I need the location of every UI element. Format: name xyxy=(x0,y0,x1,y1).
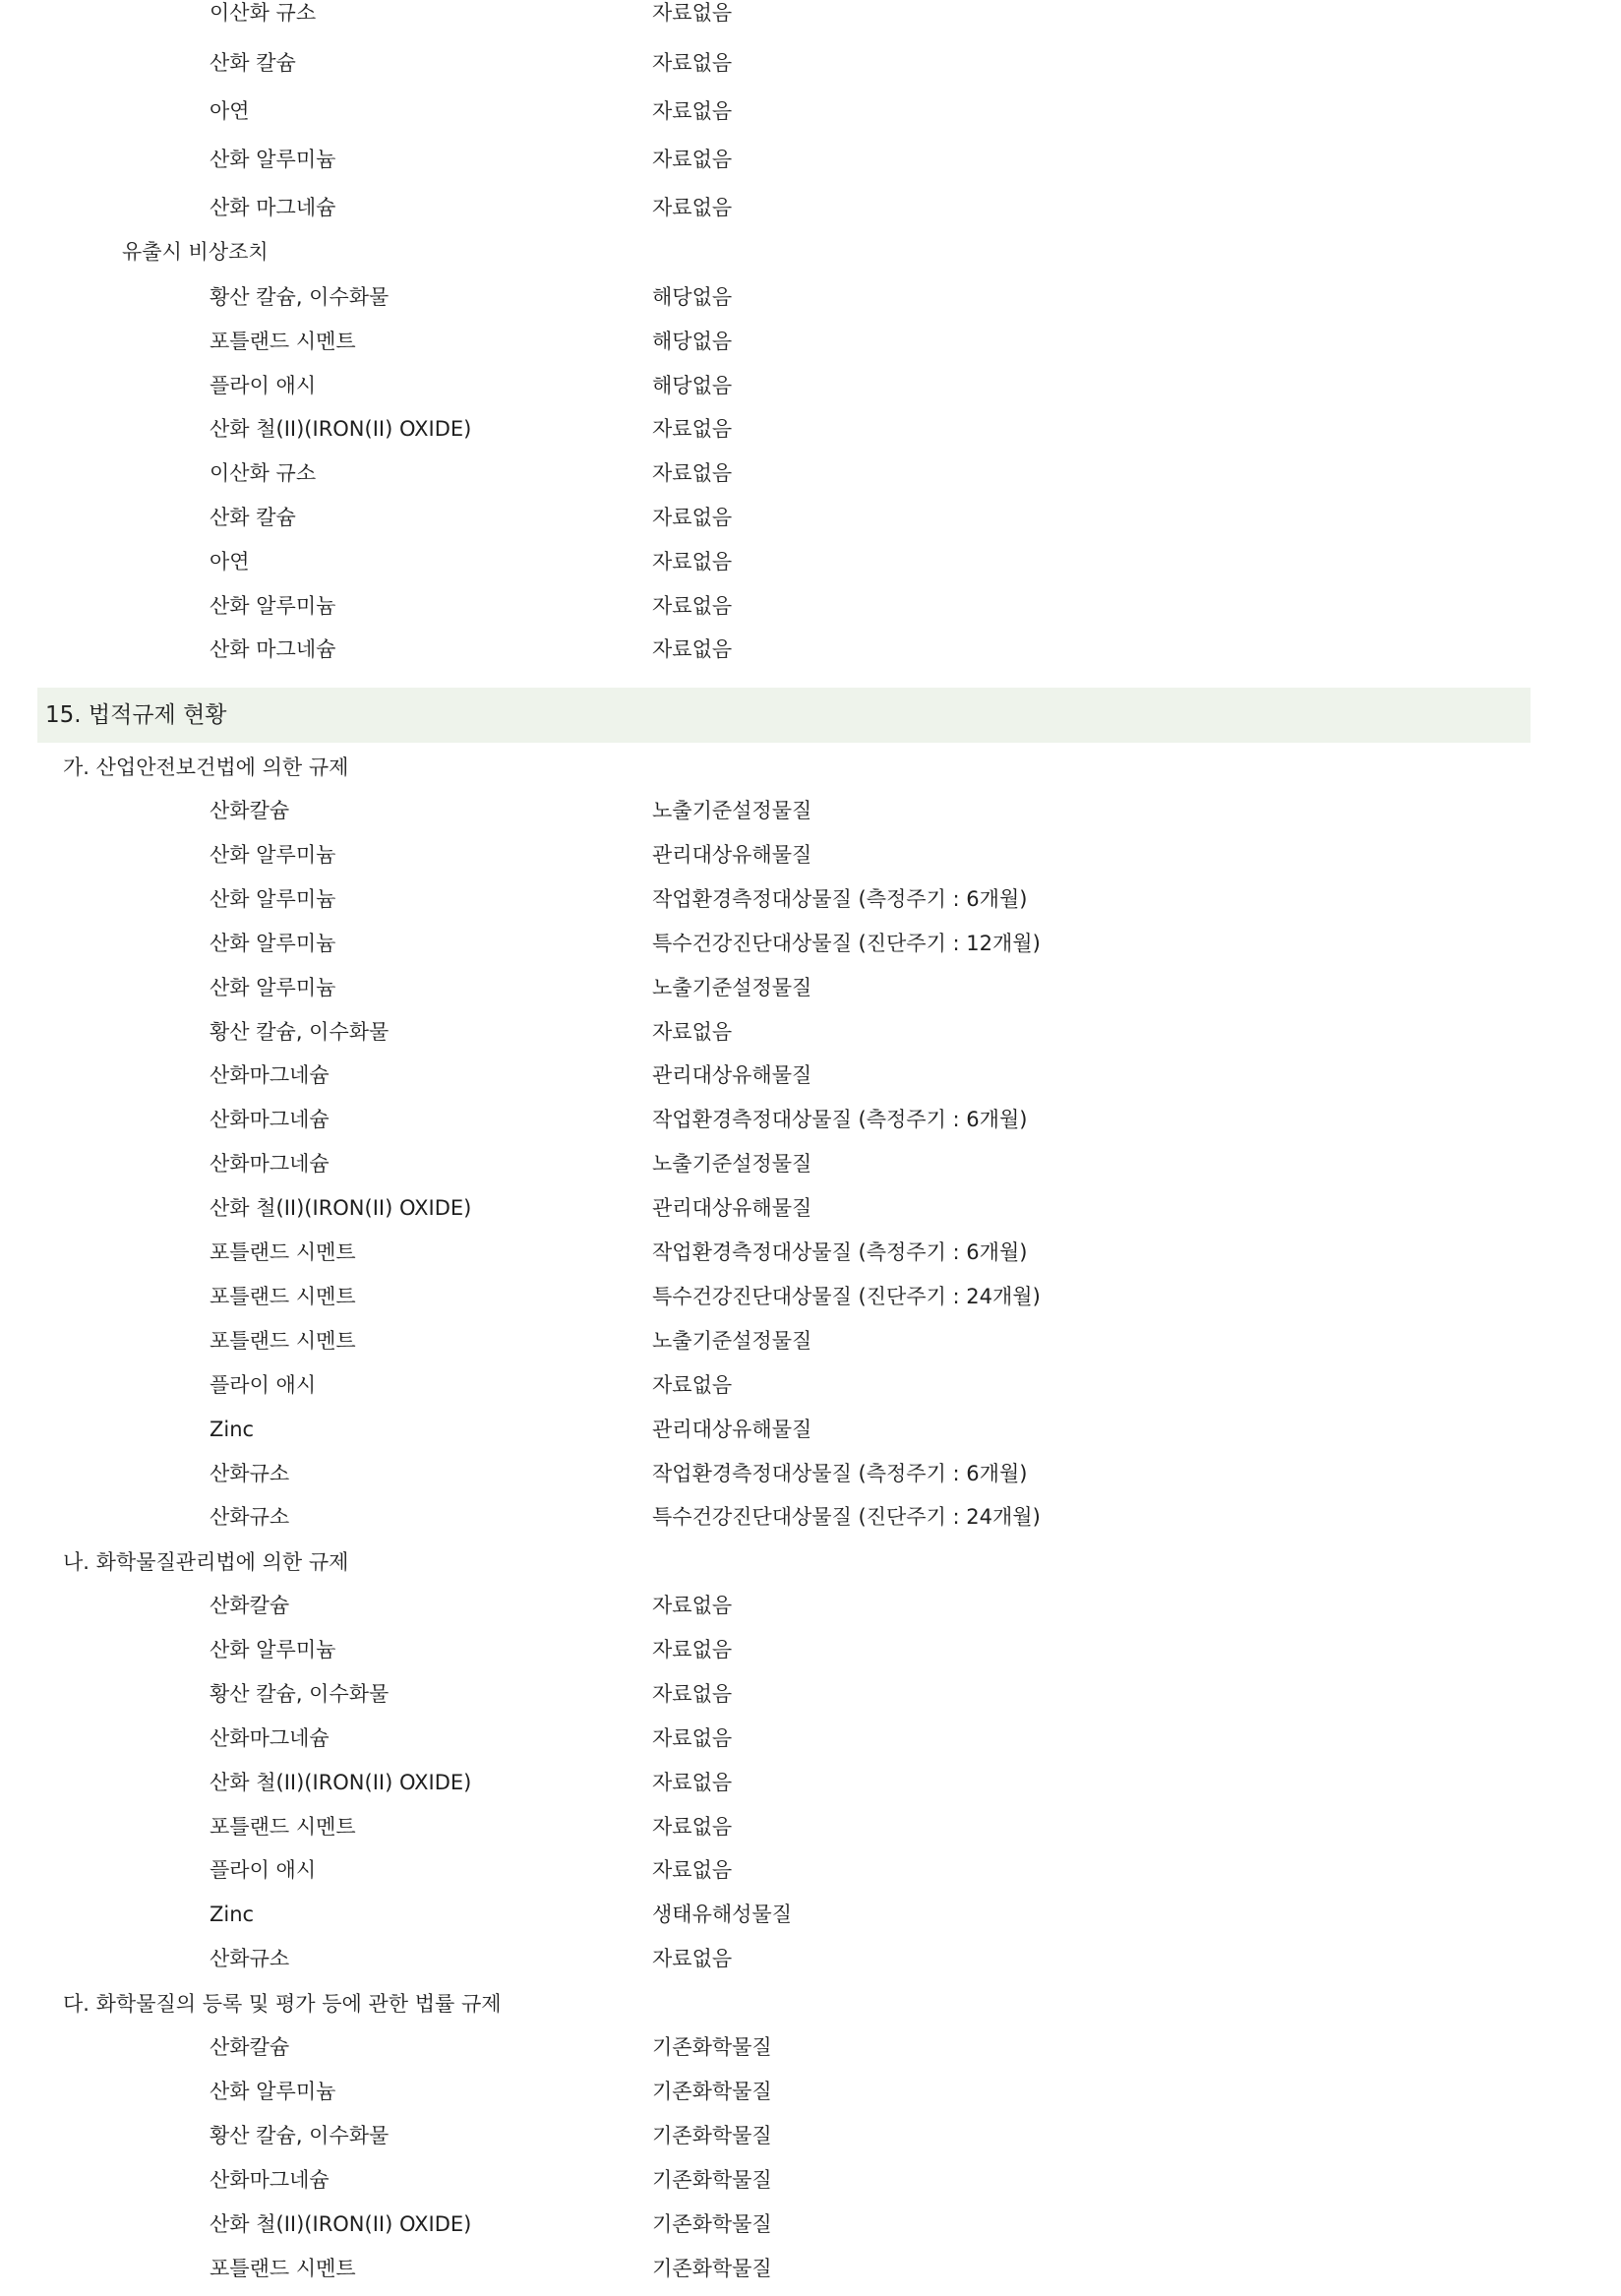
substance-row xyxy=(0,2158,1621,2202)
substance-row xyxy=(0,275,1621,319)
regulation-value: 특수건강진단대상물질 (진단주기 : 12개월) xyxy=(652,931,1041,955)
substance-name: 아연 xyxy=(210,99,250,123)
substance-row xyxy=(0,1937,1621,1980)
substance-row xyxy=(0,1452,1621,1495)
regulation-value: 자료없음 xyxy=(652,461,733,486)
substance-row xyxy=(0,90,1621,133)
regulation-value: 자료없음 xyxy=(652,51,733,75)
regulation-value: 기존화학물질 xyxy=(652,2167,772,2192)
substance-name: 산화 칼슘 xyxy=(210,51,296,75)
substance-row xyxy=(0,2025,1621,2069)
substance-row xyxy=(0,1495,1621,1539)
regulation-value: 자료없음 xyxy=(652,593,733,618)
substance-name: 산화규소 xyxy=(210,1461,290,1485)
substance-name: 산화 철(II)(IRON(II) OXIDE) xyxy=(210,417,472,442)
substance-row xyxy=(0,1628,1621,1671)
regulation-value: 자료없음 xyxy=(652,196,733,219)
substance-name: 산화 칼슘 xyxy=(210,506,296,529)
substance-name: Zinc xyxy=(210,1417,255,1441)
regulation-value: 작업환경측정대상물질 (측정주기 : 6개월) xyxy=(652,1461,1028,1485)
substance-name: 산화칼슘 xyxy=(210,799,290,822)
regulation-value: 기존화학물질 xyxy=(652,2256,772,2280)
substance-name: 산화 알루미늄 xyxy=(210,975,336,999)
regulation-value: 노출기준설정물질 xyxy=(652,1152,812,1177)
subsection-heading-c: 다. 화학물질의 등록 및 평가 등에 관한 법률 규제 xyxy=(63,1992,502,2016)
substance-row xyxy=(0,966,1621,1009)
substance-row xyxy=(0,628,1621,671)
substance-row xyxy=(0,1186,1621,1230)
regulation-value: 관리대상유해물질 xyxy=(652,1063,812,1088)
substance-name: 산화 철(II)(IRON(II) OXIDE) xyxy=(210,1770,472,1794)
regulation-value: 특수건강진단대상물질 (진단주기 : 24개월) xyxy=(652,1505,1041,1530)
regulation-value: 관리대상유해물질 xyxy=(652,842,812,867)
substance-name: 산화칼슘 xyxy=(210,1594,290,1617)
regulation-value: 자료없음 xyxy=(652,1814,733,1839)
regulation-value: 작업환경측정대상물질 (측정주기 : 6개월) xyxy=(652,1240,1028,1264)
regulation-value: 자료없음 xyxy=(652,1770,733,1794)
subsection-heading-b: 나. 화학물질관리법에 의한 규제 xyxy=(63,1550,349,1574)
subsection-heading-a: 가. 산업안전보건법에 의한 규제 xyxy=(63,755,349,779)
substance-row xyxy=(0,2070,1621,2113)
regulation-value: 특수건강진단대상물질 (진단주기 : 24개월) xyxy=(652,1284,1041,1308)
regulation-value: 해당없음 xyxy=(652,329,733,353)
regulation-value: 작업환경측정대상물질 (측정주기 : 6개월) xyxy=(652,886,1028,911)
substance-name: 포틀랜드 시멘트 xyxy=(210,329,356,353)
substance-row xyxy=(0,1275,1621,1318)
substance-name: 포틀랜드 시멘트 xyxy=(210,1240,356,1264)
substance-name: 이산화 규소 xyxy=(210,461,317,486)
substance-name: 황산 칼슘, 이수화물 xyxy=(210,2123,390,2147)
substance-name: 포틀랜드 시멘트 xyxy=(210,1284,356,1308)
regulation-value: 기존화학물질 xyxy=(652,2035,772,2059)
regulation-value: 자료없음 xyxy=(652,99,733,123)
regulation-value: 자료없음 xyxy=(652,1372,733,1397)
substance-row xyxy=(0,1761,1621,1804)
regulation-value: 자료없음 xyxy=(652,1594,733,1617)
substance-row xyxy=(0,138,1621,181)
regulation-value: 생태유해성물질 xyxy=(652,1903,793,1927)
substance-name: 산화 철(II)(IRON(II) OXIDE) xyxy=(210,2211,472,2236)
substance-name: 포틀랜드 시멘트 xyxy=(210,1328,356,1353)
substance-row xyxy=(0,1408,1621,1451)
regulation-value: 자료없음 xyxy=(652,1947,733,1971)
substance-row xyxy=(0,1584,1621,1627)
section-15-header xyxy=(37,688,1531,743)
regulation-value: 해당없음 xyxy=(652,373,733,397)
substance-name: 산화 마그네슘 xyxy=(210,637,336,662)
substance-name: 산화규소 xyxy=(210,1505,290,1530)
substance-row xyxy=(0,877,1621,921)
regulation-value: 관리대상유해물질 xyxy=(652,1196,812,1221)
regulation-value: 작업환경측정대상물질 (측정주기 : 6개월) xyxy=(652,1108,1028,1132)
substance-row xyxy=(0,496,1621,539)
substance-name: 산화마그네슘 xyxy=(210,1152,330,1177)
substance-name: 산화 알루미늄 xyxy=(210,593,336,618)
substance-name: 산화 철(II)(IRON(II) OXIDE) xyxy=(210,1196,472,1221)
regulation-value: 자료없음 xyxy=(652,148,733,171)
regulation-value: 기존화학물질 xyxy=(652,2123,772,2147)
substance-row xyxy=(0,1010,1621,1054)
substance-row xyxy=(0,1231,1621,1274)
substance-row xyxy=(0,1805,1621,1848)
regulation-value: 자료없음 xyxy=(652,1725,733,1750)
regulation-value: 노출기준설정물질 xyxy=(652,1328,812,1353)
substance-row xyxy=(0,1848,1621,1892)
substance-name: 산화 알루미늄 xyxy=(210,931,336,955)
substance-name: 아연 xyxy=(210,549,250,574)
substance-row xyxy=(0,922,1621,965)
substance-name: 황산 칼슘, 이수화물 xyxy=(210,1019,390,1044)
substance-row xyxy=(0,833,1621,876)
substance-row xyxy=(0,1142,1621,1185)
substance-name: 산화 마그네슘 xyxy=(210,196,336,219)
substance-name: 이산화 규소 xyxy=(210,1,317,25)
substance-row xyxy=(0,789,1621,832)
regulation-value: 노출기준설정물질 xyxy=(652,975,812,999)
substance-row xyxy=(0,2203,1621,2246)
substance-name: 산화마그네슘 xyxy=(210,2167,330,2192)
substance-row xyxy=(0,1054,1621,1097)
substance-row xyxy=(0,1672,1621,1716)
substance-row xyxy=(0,2114,1621,2157)
substance-name: 황산 칼슘, 이수화물 xyxy=(210,1681,390,1706)
substance-row xyxy=(0,364,1621,407)
regulation-value: 자료없음 xyxy=(652,549,733,574)
substance-name: 산화마그네슘 xyxy=(210,1108,330,1132)
substance-row xyxy=(0,320,1621,363)
regulation-value: 자료없음 xyxy=(652,417,733,442)
regulation-value: 자료없음 xyxy=(652,1681,733,1706)
substance-name: 플라이 애시 xyxy=(210,1372,317,1397)
substance-row xyxy=(0,2247,1621,2290)
substance-row xyxy=(0,186,1621,229)
substance-name: 산화칼슘 xyxy=(210,2035,290,2059)
regulation-value: 관리대상유해물질 xyxy=(652,1417,812,1441)
section-title: 15. 법적규제 현황 xyxy=(45,702,227,728)
substance-row xyxy=(0,0,1621,34)
regulation-value: 자료없음 xyxy=(652,1019,733,1044)
substance-name: 산화마그네슘 xyxy=(210,1725,330,1750)
substance-name: 산화 알루미늄 xyxy=(210,148,336,171)
substance-name: 산화 알루미늄 xyxy=(210,1637,336,1662)
substance-row xyxy=(0,1893,1621,1936)
substance-name: 황산 칼슘, 이수화물 xyxy=(210,285,390,309)
substance-name: 포틀랜드 시멘트 xyxy=(210,1814,356,1839)
regulation-value: 기존화학물질 xyxy=(652,2211,772,2236)
regulation-value: 자료없음 xyxy=(652,1637,733,1662)
substance-row xyxy=(0,452,1621,495)
substance-row xyxy=(0,1098,1621,1141)
substance-name: 산화규소 xyxy=(210,1947,290,1971)
regulation-value: 자료없음 xyxy=(652,1858,733,1883)
regulation-value: 자료없음 xyxy=(652,637,733,662)
substance-row xyxy=(0,1363,1621,1407)
regulation-value: 자료없음 xyxy=(652,506,733,529)
substance-name: 산화 알루미늄 xyxy=(210,2079,336,2103)
substance-row xyxy=(0,41,1621,85)
substance-name: 플라이 애시 xyxy=(210,1858,317,1883)
substance-name: 포틀랜드 시멘트 xyxy=(210,2256,356,2280)
substance-row xyxy=(0,407,1621,451)
regulation-value: 해당없음 xyxy=(652,285,733,309)
substance-row xyxy=(0,1319,1621,1362)
spill-heading: 유출시 비상조치 xyxy=(122,240,269,264)
substance-name: 산화 알루미늄 xyxy=(210,842,336,867)
substance-row xyxy=(0,584,1621,628)
regulation-value: 노출기준설정물질 xyxy=(652,799,812,822)
substance-name: 플라이 애시 xyxy=(210,373,317,397)
regulation-value: 자료없음 xyxy=(652,1,733,25)
substance-name: 산화마그네슘 xyxy=(210,1063,330,1088)
substance-name: 산화 알루미늄 xyxy=(210,886,336,911)
substance-row xyxy=(0,1717,1621,1760)
substance-name: Zinc xyxy=(210,1903,255,1927)
regulation-value: 기존화학물질 xyxy=(652,2079,772,2103)
substance-row xyxy=(0,540,1621,583)
